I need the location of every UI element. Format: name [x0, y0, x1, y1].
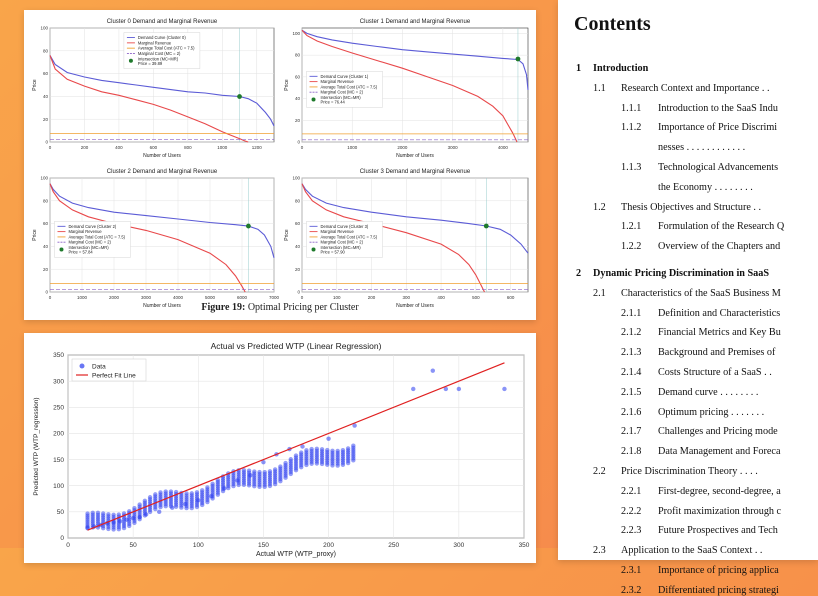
toc-text: Research Context and Importance . .: [621, 82, 770, 94]
data-point: [247, 469, 251, 473]
toc-text: Background and Premises of: [658, 347, 776, 359]
data-point: [289, 457, 293, 461]
y-tick-label: 20: [42, 266, 48, 272]
x-axis-label: Number of Users: [396, 153, 434, 159]
x-tick-label: 0: [300, 295, 304, 300]
toc-text: Application to the SaaS Context . .: [621, 545, 763, 557]
data-point: [431, 368, 435, 372]
data-point: [283, 461, 287, 465]
data-point: [278, 464, 282, 468]
legend-label: Data: [92, 363, 106, 371]
intersection-point: [516, 57, 521, 62]
data-point: [326, 436, 330, 440]
chart-title: Cluster 1 Demand and Marginal Revenue: [359, 19, 471, 25]
contents-title: Contents: [574, 13, 651, 35]
data-point: [330, 449, 334, 453]
data-point: [273, 467, 277, 471]
y-tick-label: 0: [297, 289, 300, 295]
toc-number: 1.1.1: [621, 102, 642, 114]
toc-number: 2.1.2: [621, 327, 642, 339]
data-point: [195, 490, 199, 494]
data-point: [85, 511, 89, 515]
x-tick-label: 350: [518, 542, 530, 549]
toc-text: Overview of the Chapters and: [658, 241, 781, 253]
data-point: [117, 512, 121, 516]
y-tick-label: 20: [42, 116, 48, 122]
x-tick-label: 1000: [217, 145, 228, 150]
data-point: [190, 491, 194, 495]
toc-number: 2.3: [593, 545, 606, 557]
toc-text: Optimum pricing . . . . . . .: [658, 406, 765, 418]
legend-label: Marginal Revenue: [137, 40, 172, 46]
legend-label: Marginal Revenue: [68, 229, 102, 235]
y-tick-label: 0: [60, 535, 64, 543]
data-point: [351, 444, 355, 448]
toc-text: Introduction to the SaaS Indu: [658, 102, 778, 114]
x-tick-label: 3000: [447, 145, 458, 150]
toc-text: Data Management and Foreca: [658, 446, 781, 458]
legend: [307, 221, 383, 257]
data-point: [205, 485, 209, 489]
x-tick-label: 0: [48, 145, 52, 150]
y-tick-label: 80: [42, 198, 48, 204]
legend: [54, 221, 130, 257]
data-point: [169, 489, 173, 493]
x-tick-label: 4000: [172, 295, 184, 300]
data-point: [315, 447, 319, 451]
toc-text: Costs Structure of a SaaS . .: [658, 367, 772, 378]
x-tick-label: 100: [333, 295, 341, 300]
toc-text: the Economy . . . . . . . .: [658, 181, 753, 193]
data-point: [502, 387, 506, 391]
legend-label: Marginal Revenue: [320, 79, 354, 85]
x-tick-label: 600: [149, 145, 158, 150]
y-tick-label: 100: [292, 175, 300, 181]
toc-number: 1.1.2: [621, 122, 642, 134]
data-point: [268, 469, 272, 473]
data-point: [96, 511, 100, 515]
legend-label: Demand Curve (Cluster 1): [320, 73, 369, 79]
wtp-scatter-chart: [24, 333, 536, 563]
toc-text: Introduction: [593, 63, 649, 74]
toc-number: 2.1.8: [621, 446, 642, 458]
toc-number: 1.2.1: [621, 221, 642, 233]
x-tick-label: 250: [388, 542, 400, 549]
data-point: [111, 513, 115, 517]
chart-title: Cluster 2 Demand and Marginal Revenue: [106, 169, 218, 175]
legend-swatch: [129, 59, 133, 63]
x-tick-label: 400: [115, 145, 123, 150]
legend-swatch: [59, 248, 63, 252]
data-point: [325, 448, 329, 452]
toc-number: 2.1.7: [621, 426, 642, 438]
legend-label: Price = 57.84: [68, 249, 93, 255]
y-tick-label: 60: [294, 221, 300, 227]
legend-label: Intersection (MC=MR): [320, 95, 361, 101]
y-tick-label: 60: [42, 221, 48, 227]
y-tick-label: 200: [53, 430, 64, 438]
x-tick-label: 150: [257, 542, 269, 549]
y-axis-label: Price: [32, 229, 38, 241]
data-point: [299, 450, 303, 454]
data-point: [346, 446, 350, 450]
x-axis-label: Number of Users: [143, 153, 181, 159]
toc-text: Formulation of the Research Q: [658, 221, 785, 233]
legend-label: Intersection (MC=MR): [68, 245, 109, 251]
x-tick-label: 0: [300, 145, 304, 150]
x-tick-label: 50: [129, 542, 137, 549]
y-tick-label: 40: [42, 244, 48, 249]
x-tick-label: 4000: [497, 145, 508, 150]
figure-caption-label: Figure 19:: [201, 302, 246, 313]
data-point: [411, 387, 415, 391]
y-tick-label: 100: [292, 31, 300, 37]
data-point: [132, 506, 136, 510]
y-tick-label: 20: [294, 117, 300, 123]
legend-label: Marginal Cost (MC = 2): [320, 89, 363, 95]
chart-title: Cluster 3 Demand and Marginal Revenue: [359, 169, 471, 175]
legend-label: Intersection (MC=MR): [137, 56, 179, 62]
data-point: [263, 470, 267, 474]
x-tick-label: 200: [323, 542, 335, 549]
data-point: [106, 512, 110, 516]
toc-text: Future Prospectives and Tech: [658, 525, 778, 537]
data-point: [320, 447, 324, 451]
y-tick-label: 100: [53, 482, 64, 490]
toc-number: 2.2: [593, 466, 606, 477]
legend-label: Demand Curve (Cluster 2): [68, 223, 117, 229]
y-tick-label: 100: [40, 175, 48, 181]
data-point: [143, 499, 147, 503]
chart-title: Cluster 0 Demand and Marginal Revenue: [106, 19, 218, 25]
figure-caption-text: Optimal Pricing per Cluster: [247, 302, 359, 313]
y-tick-label: 150: [53, 456, 64, 464]
x-tick-label: 2000: [397, 145, 408, 150]
toc-text: Price Discrimination Theory . . . .: [621, 466, 758, 477]
legend: [307, 71, 383, 107]
data-point: [148, 495, 152, 499]
toc-number: 2.2.2: [621, 505, 642, 517]
y-tick-label: 40: [42, 94, 48, 99]
x-axis-label: Number of Users: [396, 303, 434, 309]
toc-number: 1.1.3: [621, 162, 642, 173]
toc-text: Differentiated pricing strategi: [658, 584, 779, 596]
legend-label: Price = 57.90: [320, 249, 345, 255]
x-tick-label: 1200: [251, 145, 262, 150]
legend-label: Marginal Cost (MC = 2): [137, 50, 181, 56]
y-tick-label: 50: [56, 509, 64, 517]
legend-label: Average Total Cost (ATC = 7.5): [137, 45, 195, 51]
intersection-point: [484, 224, 489, 229]
toc-text: First-degree, second-degree, a: [658, 485, 781, 497]
legend-label: Average Total Cost (ATC = 7.5): [320, 84, 378, 90]
y-tick-label: 0: [297, 139, 300, 145]
toc-number: 1: [576, 63, 582, 74]
x-tick-label: 3000: [140, 295, 152, 300]
x-tick-label: 2000: [108, 295, 120, 300]
data-point: [457, 387, 461, 391]
x-tick-label: 1000: [76, 295, 88, 300]
y-tick-label: 80: [294, 198, 300, 204]
y-tick-label: 20: [294, 266, 300, 272]
toc-number: 2.1.3: [621, 347, 642, 359]
cluster-2-chart: [30, 164, 278, 310]
cluster-3-chart: [282, 164, 532, 310]
y-axis-label: Price: [284, 229, 290, 241]
toc-text: nesses . . . . . . . . . . . .: [658, 142, 746, 154]
toc-number: 2.1.1: [621, 307, 642, 319]
toc-text: Technological Advancements: [658, 162, 779, 173]
y-tick-label: 60: [42, 71, 48, 77]
intersection-point: [246, 224, 251, 229]
toc-text: Thesis Objectives and Structure . .: [621, 201, 762, 213]
wtp-scatter-page: [24, 333, 536, 563]
cluster-0-chart: [30, 14, 278, 160]
legend-label: Average Total Cost (ATC = 7.5): [320, 234, 378, 240]
data-point: [304, 448, 308, 452]
x-tick-label: 800: [184, 145, 192, 150]
data-point: [257, 470, 261, 474]
data-point: [252, 469, 256, 473]
data-point: [164, 489, 168, 493]
x-tick-label: 0: [48, 295, 52, 300]
toc-number: 2: [576, 268, 582, 279]
legend-label: Price = 76.44: [320, 99, 345, 105]
legend-label: Demand Curve (Cluster 0): [137, 35, 186, 41]
legend-label: Intersection (MC=MR): [320, 245, 361, 251]
figure-caption: [24, 302, 536, 313]
cluster-1-chart: [282, 14, 532, 160]
toc-number: 2.1.5: [621, 386, 642, 398]
toc-number: 2.1.6: [621, 406, 642, 418]
legend: [72, 359, 146, 381]
legend-label: Marginal Cost (MC = 2): [68, 239, 111, 245]
toc-text: Challenges and Pricing mode: [658, 426, 778, 438]
x-tick-label: 6000: [236, 295, 248, 300]
x-tick-label: 500: [472, 295, 480, 300]
toc-number: 1.2: [593, 201, 606, 213]
x-tick-label: 600: [506, 295, 515, 300]
x-axis-label: Number of Users: [143, 303, 181, 309]
data-point: [335, 449, 339, 453]
contents-page: [558, 0, 818, 596]
data-point: [157, 510, 161, 514]
data-point: [153, 492, 157, 496]
legend-label: Price = 39.89: [137, 60, 163, 66]
y-tick-label: 300: [53, 378, 64, 386]
toc-text: Characteristics of the SaaS Business M: [621, 287, 781, 299]
y-axis-label: Price: [32, 79, 38, 91]
data-point: [101, 511, 105, 515]
legend-swatch: [312, 98, 316, 102]
y-tick-label: 80: [294, 52, 300, 58]
y-tick-label: 0: [45, 139, 48, 145]
x-tick-label: 1000: [347, 145, 358, 150]
figure-19-page: [24, 10, 536, 320]
toc-number: 2.2.3: [621, 525, 642, 537]
x-tick-label: 200: [80, 145, 89, 150]
legend: [124, 33, 200, 69]
x-tick-label: 0: [66, 542, 70, 549]
legend-label: Average Total Cost (ATC = 7.5): [68, 234, 126, 240]
toc-text: Importance of pricing applica: [658, 565, 779, 576]
x-tick-label: 5000: [204, 295, 216, 300]
data-point: [184, 491, 188, 495]
data-point: [309, 447, 313, 451]
toc-number: 2.2.1: [621, 485, 642, 497]
toc-number: 1.2.2: [621, 241, 642, 253]
data-point: [341, 448, 345, 452]
data-point: [158, 490, 162, 494]
y-tick-label: 250: [53, 404, 64, 412]
legend-label: Demand Curve (Cluster 3): [320, 223, 369, 229]
toc-text: Demand curve . . . . . . . .: [658, 386, 759, 398]
legend-label: Perfect Fit Line: [92, 372, 136, 380]
legend-label: Marginal Cost (MC = 2): [320, 239, 363, 245]
toc-number: 2.3.2: [621, 584, 642, 596]
data-point: [137, 502, 141, 506]
chart-title: Actual vs Predicted WTP (Linear Regression): [210, 341, 382, 351]
data-point: [210, 482, 214, 486]
x-tick-label: 300: [453, 542, 465, 549]
toc-text: Importance of Price Discrimi: [658, 122, 778, 134]
x-tick-label: 100: [192, 542, 204, 549]
toc-number: 2.1.4: [621, 367, 642, 378]
toc-text: Dynamic Pricing Discrimination in SaaS: [593, 268, 770, 279]
y-tick-label: 100: [40, 25, 48, 31]
y-tick-label: 60: [294, 74, 300, 80]
legend-swatch: [80, 364, 85, 369]
data-point: [294, 453, 298, 457]
y-tick-label: 40: [294, 96, 300, 102]
x-tick-label: 200: [367, 295, 376, 300]
x-tick-label: 300: [402, 295, 411, 300]
intersection-point: [237, 94, 242, 99]
legend-swatch: [312, 248, 316, 252]
toc-number: 2.3.1: [621, 565, 642, 576]
x-axis-label: Actual WTP (WTP_proxy): [256, 551, 336, 558]
data-point: [91, 511, 95, 515]
toc-number: 1.1: [593, 82, 606, 94]
y-tick-label: 350: [53, 352, 64, 360]
y-tick-label: 40: [294, 244, 300, 249]
y-tick-label: 80: [42, 48, 48, 54]
y-axis-label: Price: [284, 79, 290, 91]
data-point: [200, 488, 204, 492]
y-axis-label: Predicted WTP (WTP_regression): [33, 397, 40, 496]
legend-label: Marginal Revenue: [320, 229, 354, 235]
x-tick-label: 400: [437, 295, 445, 300]
toc-text: Financial Metrics and Key Bu: [658, 327, 781, 339]
toc-text: Profit maximization through c: [658, 505, 782, 517]
toc-text: Definition and Characteristics: [658, 307, 781, 319]
toc-number: 2.1: [593, 287, 606, 299]
y-tick-label: 0: [45, 289, 48, 295]
x-tick-label: 7000: [268, 295, 280, 300]
